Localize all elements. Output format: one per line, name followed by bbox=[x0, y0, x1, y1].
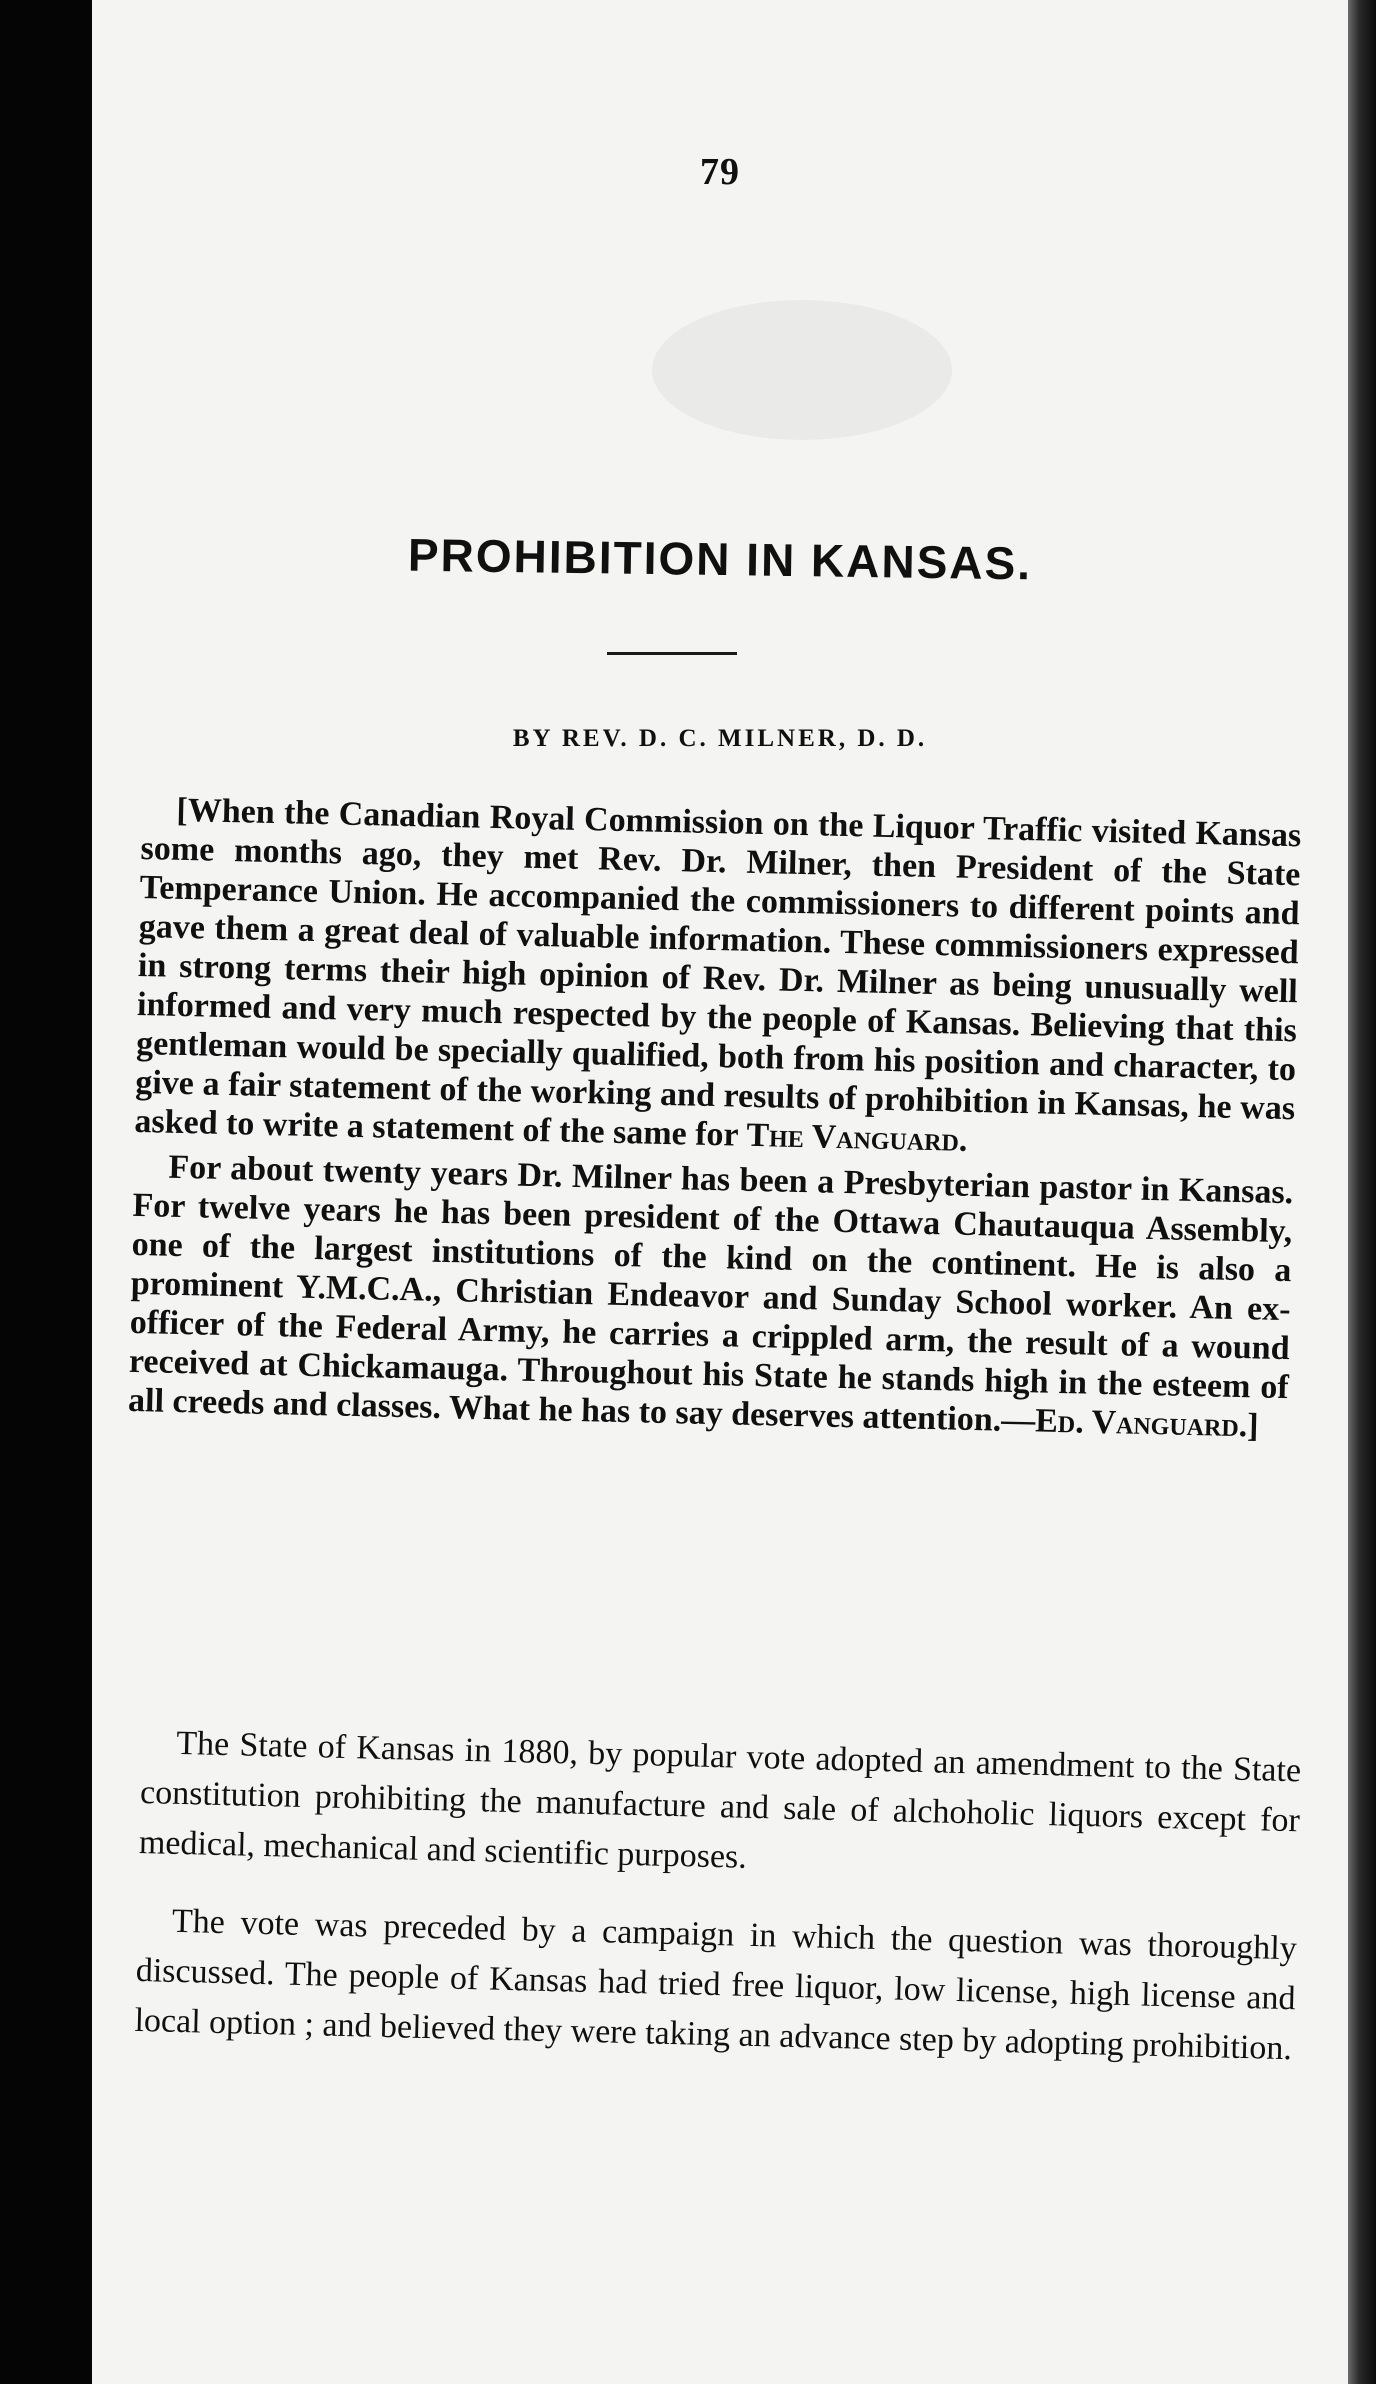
editor-note-paragraph-1 bbox=[134, 790, 1302, 1167]
editor-note-p1-tail: . bbox=[958, 1121, 968, 1159]
editor-note-paragraph-2 bbox=[128, 1147, 1294, 1446]
editor-note-p1-text: [When the Canadian Royal Commission on the Liquor Traffic visited Kansas some months ago, they met Rev. Dr. Milner, then President of the State Temperance Union. He accompanied the commissioners to different points and gave them a great deal of valuable information. These commissioners expressed in strong terms their high opinion of Rev. Dr. Milner as being unusually well informed and very much respected by the people of Kansas. Believing that this gentleman would be specially qualified, both from his position and character, to give a fair statement of the working and results of prohibition in Kansas, he was asked to write a statement of the same for bbox=[134, 791, 1302, 1154]
page-edge-stack bbox=[1348, 0, 1376, 2384]
article-title: PROHIBITION IN KANSAS. bbox=[407, 528, 1033, 590]
title-divider bbox=[607, 652, 737, 655]
body-paragraph: The State of Kansas in 1880, by popular vote adopted an amendment to the State constitution prohibiting the manufacture and sale of alchoholic liquors except for medical, mechanical and scientific purposes. bbox=[138, 1724, 1302, 1876]
article-byline: BY REV. D. C. MILNER, D. D. bbox=[512, 725, 928, 752]
book-gutter-shadow bbox=[0, 0, 92, 2384]
publication-name: The Vanguard bbox=[746, 1116, 960, 1159]
book-page bbox=[92, 0, 1348, 2384]
editor-note-p2-text: For about twenty years Dr. Milner has been a Presbyterian pastor in Kansas. For twelve years he has been president of the Ottawa Chautauqua Assembly, one of the largest institutions of the kind on the continent. He is also a prominent Y.M.C.A., Christian Endeavor and Sunday School worker. An ex-officer of the Federal Army, he carries a crippled arm, the result of a wound received at Chickamauga. Throughout his State he stands high in the esteem of all creeds and classes. What he has to say deserves attention.— bbox=[127, 1148, 1294, 1440]
page-number: 79 bbox=[700, 151, 740, 193]
editor-signature: Ed. Vanguard bbox=[1034, 1402, 1240, 1445]
editor-note bbox=[128, 790, 1302, 1446]
article-body bbox=[134, 1718, 1302, 2074]
page-stain bbox=[652, 300, 952, 440]
editor-note-p2-tail: .] bbox=[1238, 1407, 1260, 1445]
body-paragraph: The vote was preceded by a campaign in which the question was thoroughly discussed. The people of Kansas had tried free liquor, low license, high license and local option ; and believed they were taking an advance step by adopting prohibition. bbox=[134, 1902, 1298, 2068]
